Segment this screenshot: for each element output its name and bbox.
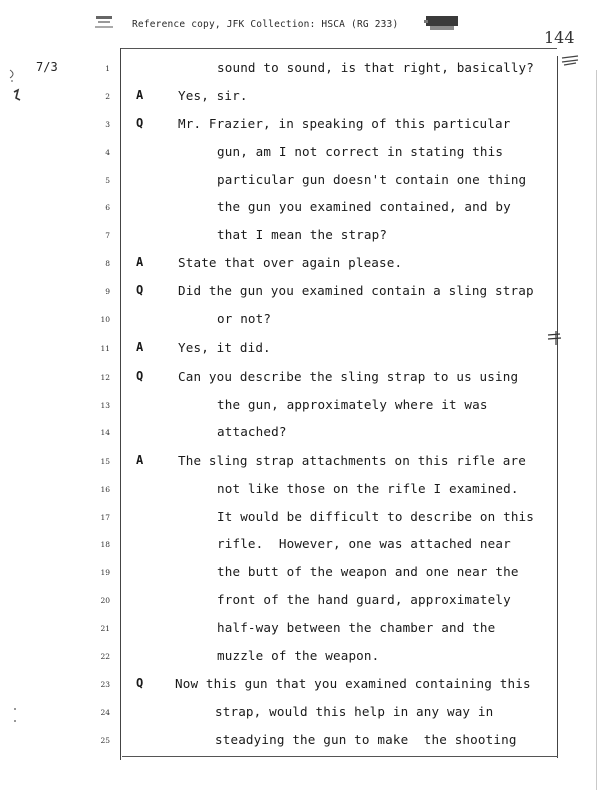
line-text: that I mean the strap? — [217, 227, 388, 242]
transcript-line — [0, 648, 612, 675]
transcript-line — [0, 60, 612, 87]
line-text: the butt of the weapon and one near the — [217, 564, 519, 579]
line-number: 20 — [100, 596, 110, 605]
line-number: 19 — [100, 568, 110, 577]
line-text: attached? — [217, 424, 287, 439]
line-text: Yes, sir. — [178, 88, 248, 103]
line-number: 11 — [100, 344, 110, 353]
line-number: 1 — [105, 64, 110, 73]
line-number: 2 — [105, 92, 110, 101]
transcript-line — [0, 592, 612, 619]
transcript-line — [0, 116, 612, 143]
line-text: Now this gun that you examined containing this — [175, 676, 531, 691]
line-number: 24 — [100, 708, 110, 717]
speaker-label: A — [136, 453, 144, 467]
transcript-line — [0, 397, 612, 424]
speaker-label: Q — [136, 283, 144, 297]
line-text: Mr. Frazier, in speaking of this particular — [178, 116, 511, 131]
line-text: Did the gun you examined contain a sling strap — [178, 283, 534, 298]
line-text: Yes, it did. — [178, 340, 271, 355]
line-text: strap, would this help in any way in — [215, 704, 494, 719]
transcript-line — [0, 704, 612, 731]
line-text: steadying the gun to make the shooting — [215, 732, 517, 747]
line-number: 22 — [100, 652, 110, 661]
line-text: Can you describe the sling strap to us using — [178, 369, 519, 384]
transcript-line — [0, 199, 612, 226]
reference-header: Reference copy, JFK Collection: HSCA (RG 233) — [132, 19, 399, 30]
line-text: or not? — [217, 311, 272, 326]
line-text: sound to sound, is that right, basically? — [217, 60, 535, 75]
transcript-line — [0, 424, 612, 451]
transcript-line — [0, 481, 612, 508]
frame-top-border — [120, 48, 557, 49]
transcript-line — [0, 144, 612, 171]
speaker-label: Q — [136, 116, 144, 130]
speaker-label: A — [136, 88, 144, 102]
transcript-line — [0, 509, 612, 536]
line-number: 7 — [105, 231, 110, 240]
line-number: 17 — [100, 513, 110, 522]
line-number: 14 — [100, 428, 110, 437]
line-number: 6 — [105, 203, 110, 212]
redaction-stamp-icon — [424, 12, 460, 34]
line-number: 3 — [105, 120, 110, 129]
line-text: half-way between the chamber and the — [217, 620, 496, 635]
line-text: front of the hand guard, approximately — [217, 592, 511, 607]
scan-smudge-icon — [94, 14, 116, 32]
line-number: 9 — [105, 287, 110, 296]
line-number: 25 — [100, 736, 110, 745]
line-text: It would be difficult to describe on this — [217, 509, 535, 524]
line-text: the gun, approximately where it was — [217, 397, 488, 412]
speaker-label: Q — [136, 676, 144, 690]
line-number: 23 — [100, 680, 110, 689]
line-text: State that over again please. — [178, 255, 403, 270]
transcript-line — [0, 369, 612, 396]
transcript-line — [0, 676, 612, 703]
transcript-line — [0, 283, 612, 310]
speaker-label: Q — [136, 369, 144, 383]
line-text: The sling strap attachments on this rifle are — [178, 453, 526, 468]
line-text: the gun you examined contained, and by — [217, 199, 511, 214]
time-mark: 7/3 — [36, 60, 58, 74]
line-text: gun, am I not correct in stating this — [217, 144, 504, 159]
line-number: 15 — [100, 457, 110, 466]
line-number: 4 — [105, 148, 110, 157]
transcript-line — [0, 453, 612, 480]
line-text: not like those on the rifle I examined. — [217, 481, 519, 496]
line-number: 8 — [105, 259, 110, 268]
transcript-line — [0, 88, 612, 115]
line-number: 10 — [100, 315, 110, 324]
line-number: 16 — [100, 485, 110, 494]
transcript-line — [0, 536, 612, 563]
line-number: 12 — [100, 373, 110, 382]
page-number: 144 — [544, 28, 575, 47]
transcript-line — [0, 172, 612, 199]
transcript-line — [0, 564, 612, 591]
transcript-line — [0, 311, 612, 338]
transcript-line — [0, 227, 612, 254]
line-text: muzzle of the weapon. — [217, 648, 380, 663]
transcript-line — [0, 732, 612, 759]
line-text: particular gun doesn't contain one thing — [217, 172, 527, 187]
transcript-line — [0, 255, 612, 282]
line-number: 5 — [105, 176, 110, 185]
line-text: rifle. However, one was attached near — [217, 536, 511, 551]
line-number: 18 — [100, 540, 110, 549]
speaker-label: A — [136, 340, 144, 354]
speaker-label: A — [136, 255, 144, 269]
transcript-line — [0, 620, 612, 647]
line-number: 13 — [100, 401, 110, 410]
line-number: 21 — [100, 624, 110, 633]
transcript-line — [0, 340, 612, 367]
